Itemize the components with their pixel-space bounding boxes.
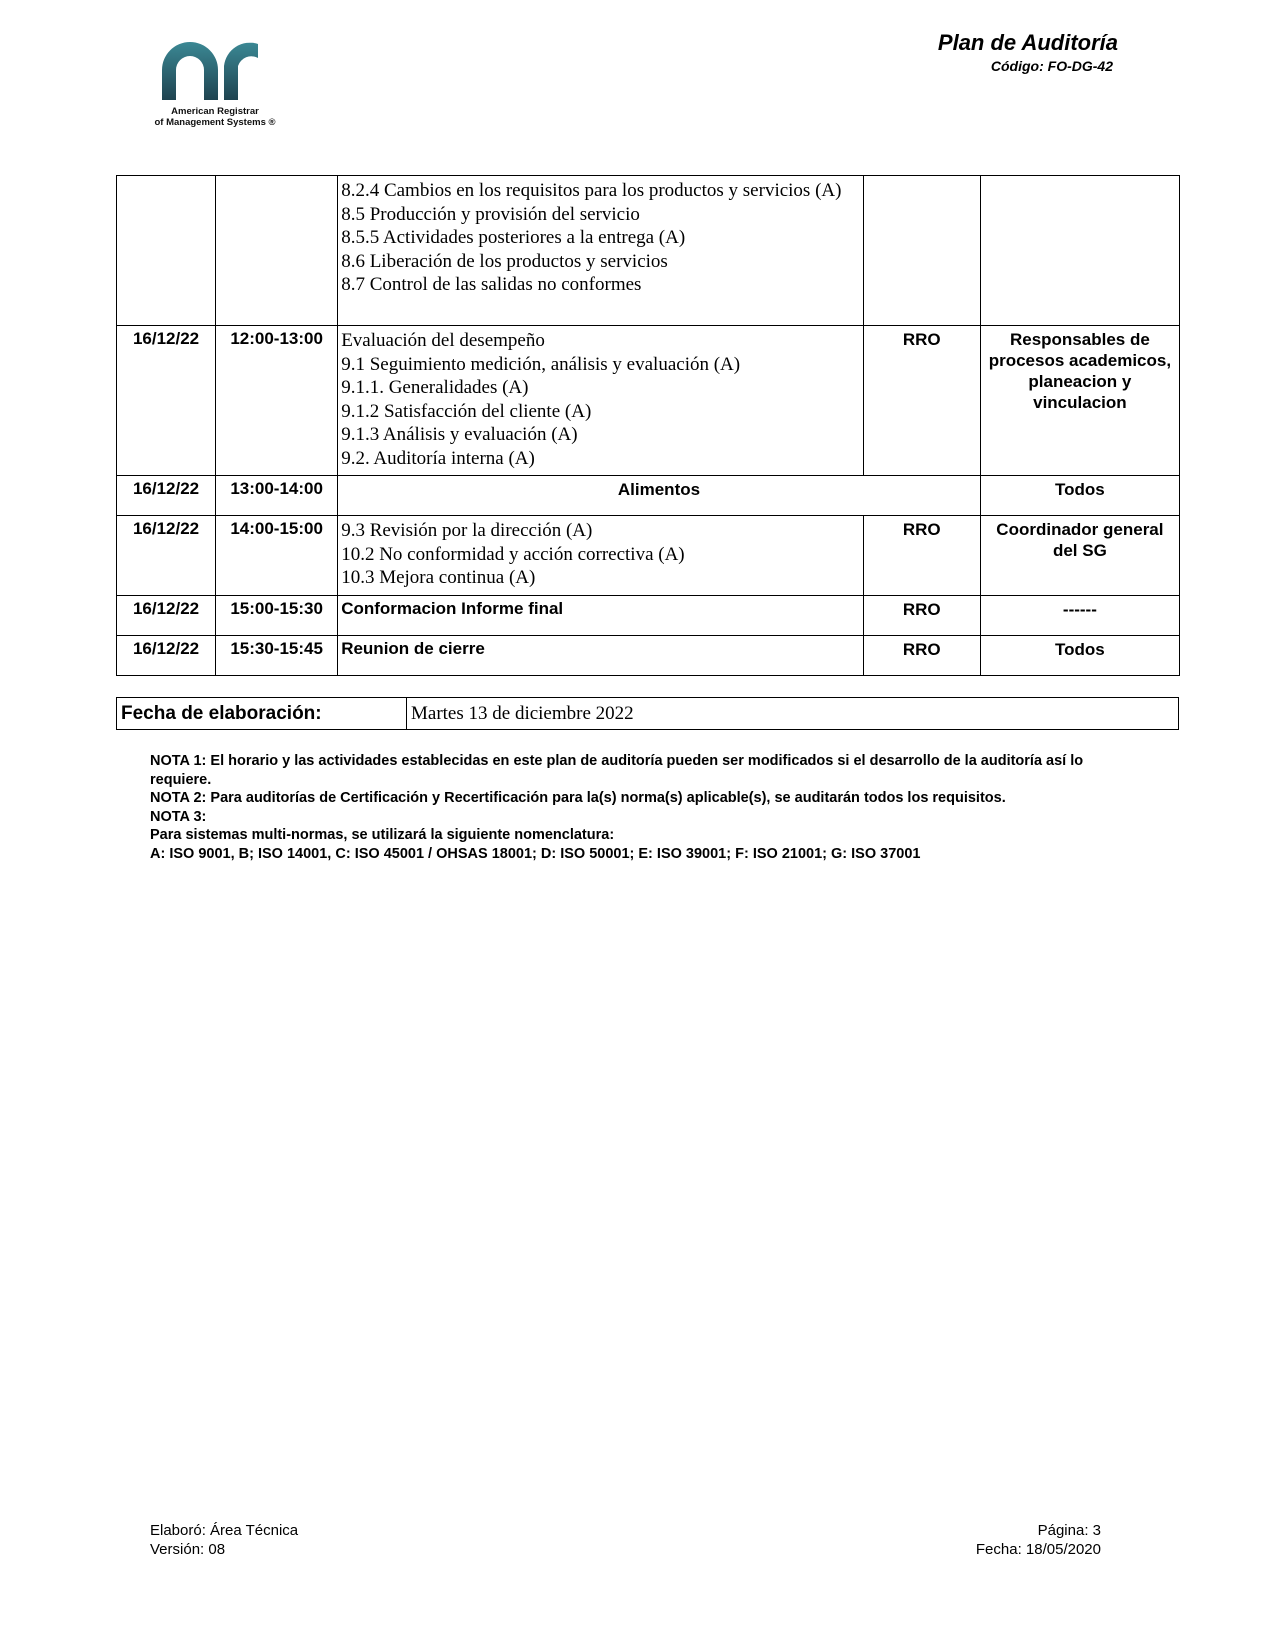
activity-line: 9.2. Auditoría interna (A) — [341, 447, 535, 469]
activity-line: 9.1 Seguimiento medición, análisis y evaluación (A) — [341, 353, 741, 375]
activity-line: 8.5.5 Actividades posteriores a la entrega (A) — [341, 227, 686, 248]
activity-cell: Reunion de cierre — [338, 636, 863, 676]
date-cell: 16/12/22 — [117, 636, 216, 676]
participants-cell: Coordinador general del SG — [980, 516, 1179, 596]
participants-cell: Responsables de procesos academicos, planeacion y vinculacion — [980, 326, 1179, 476]
audit-schedule-table — [116, 175, 1180, 676]
participants-cell: Todos — [980, 476, 1179, 516]
footer-left — [150, 1521, 298, 1559]
activity-cell — [338, 176, 863, 326]
logo-caption — [140, 106, 290, 128]
date-cell — [117, 176, 216, 326]
table-row — [117, 698, 1179, 730]
footer-page: Página: 3 — [1037, 1522, 1101, 1539]
company-logo — [140, 36, 290, 136]
table-row — [117, 176, 1180, 326]
activity-line: Evaluación del desempeño — [341, 330, 545, 351]
activity-line: 8.5 Producción y provisión del servicio — [341, 203, 640, 225]
activity-cell: Conformacion Informe final — [338, 596, 863, 636]
time-cell: 14:00-15:00 — [216, 516, 338, 596]
activity-cell — [338, 326, 863, 476]
participants-cell — [980, 176, 1179, 326]
activity-line: 10.2 No conformidad y acción correctiva (A) — [341, 543, 685, 565]
table-row — [117, 326, 1180, 476]
note-1: NOTA 1: El horario y las actividades establecidas en este plan de auditoría pueden ser modificados si el desarrollo de la auditoría así lo requiere. — [150, 753, 1084, 788]
auditor-cell: RRO — [863, 636, 980, 676]
document-code: Código: FO-DG-42 — [990, 58, 1113, 74]
activity-line: 10.3 Mejora continua (A) — [341, 567, 536, 588]
date-cell: 16/12/22 — [117, 476, 216, 516]
ar-logo-icon — [154, 36, 264, 102]
footer-right — [976, 1521, 1101, 1559]
date-cell: 16/12/22 — [117, 516, 216, 596]
auditor-cell: RRO — [863, 596, 980, 636]
auditor-cell: RRO — [863, 516, 980, 596]
activity-line: 9.3 Revisión por la dirección (A) — [341, 520, 593, 541]
elaboration-date-table — [116, 697, 1179, 730]
activity-line: 9.1.3 Análisis y evaluación (A) — [341, 424, 578, 445]
note-2: NOTA 2: Para auditorías de Certificación y Recertificación para la(s) norma(s) aplicable(s), se auditarán todos los requisitos. — [150, 790, 1006, 807]
activity-line: 9.1.2 Satisfacción del cliente (A) — [341, 400, 592, 422]
activity-line: 8.2.4 Cambios en los requisitos para los productos y servicios (A) — [341, 180, 842, 201]
activity-line: 8.7 Control de las salidas no conformes — [341, 274, 642, 295]
note-3: NOTA 3: — [150, 808, 207, 825]
activity-line: 8.6 Liberación de los productos y servicios — [341, 250, 668, 272]
time-cell: 12:00-13:00 — [216, 326, 338, 476]
date-cell: 16/12/22 — [117, 596, 216, 636]
time-cell: 15:30-15:45 — [216, 636, 338, 676]
auditor-cell: RRO — [863, 326, 980, 476]
footer-version: Versión: 08 — [150, 1541, 226, 1558]
notes-section — [150, 752, 1110, 864]
participants-cell: Todos — [980, 636, 1179, 676]
time-cell — [216, 176, 338, 326]
document-title: Plan de Auditoría — [937, 30, 1118, 55]
activity-cell — [338, 516, 863, 596]
elaboration-date-label: Fecha de elaboración: — [117, 698, 407, 730]
table-row — [117, 476, 1180, 516]
activity-cell: Alimentos — [338, 476, 981, 516]
footer-elaboro: Elaboró: Área Técnica — [150, 1522, 299, 1539]
participants-cell: ------ — [980, 596, 1179, 636]
auditor-cell — [863, 176, 980, 326]
time-cell: 15:00-15:30 — [216, 596, 338, 636]
activity-line: 9.1.1. Generalidades (A) — [341, 377, 529, 398]
logo-caption-line1: American Registrar — [171, 106, 259, 117]
date-cell: 16/12/22 — [117, 326, 216, 476]
logo-caption-line2: of Management Systems ® — [154, 117, 276, 128]
table-row — [117, 636, 1180, 676]
footer-date: Fecha: 18/05/2020 — [975, 1541, 1101, 1558]
note-3-nomenclature: A: ISO 9001, B; ISO 14001, C: ISO 45001 / OHSAS 18001; D: ISO 50001; E: ISO 39001; F: ISO 21001; G: ISO 37001 — [150, 845, 921, 862]
note-3-text: Para sistemas multi-normas, se utilizará la siguiente nomenclatura: — [150, 827, 615, 844]
time-cell: 13:00-14:00 — [216, 476, 338, 516]
elaboration-date-value: Martes 13 de diciembre 2022 — [407, 698, 1179, 730]
table-row — [117, 516, 1180, 596]
table-row — [117, 596, 1180, 636]
